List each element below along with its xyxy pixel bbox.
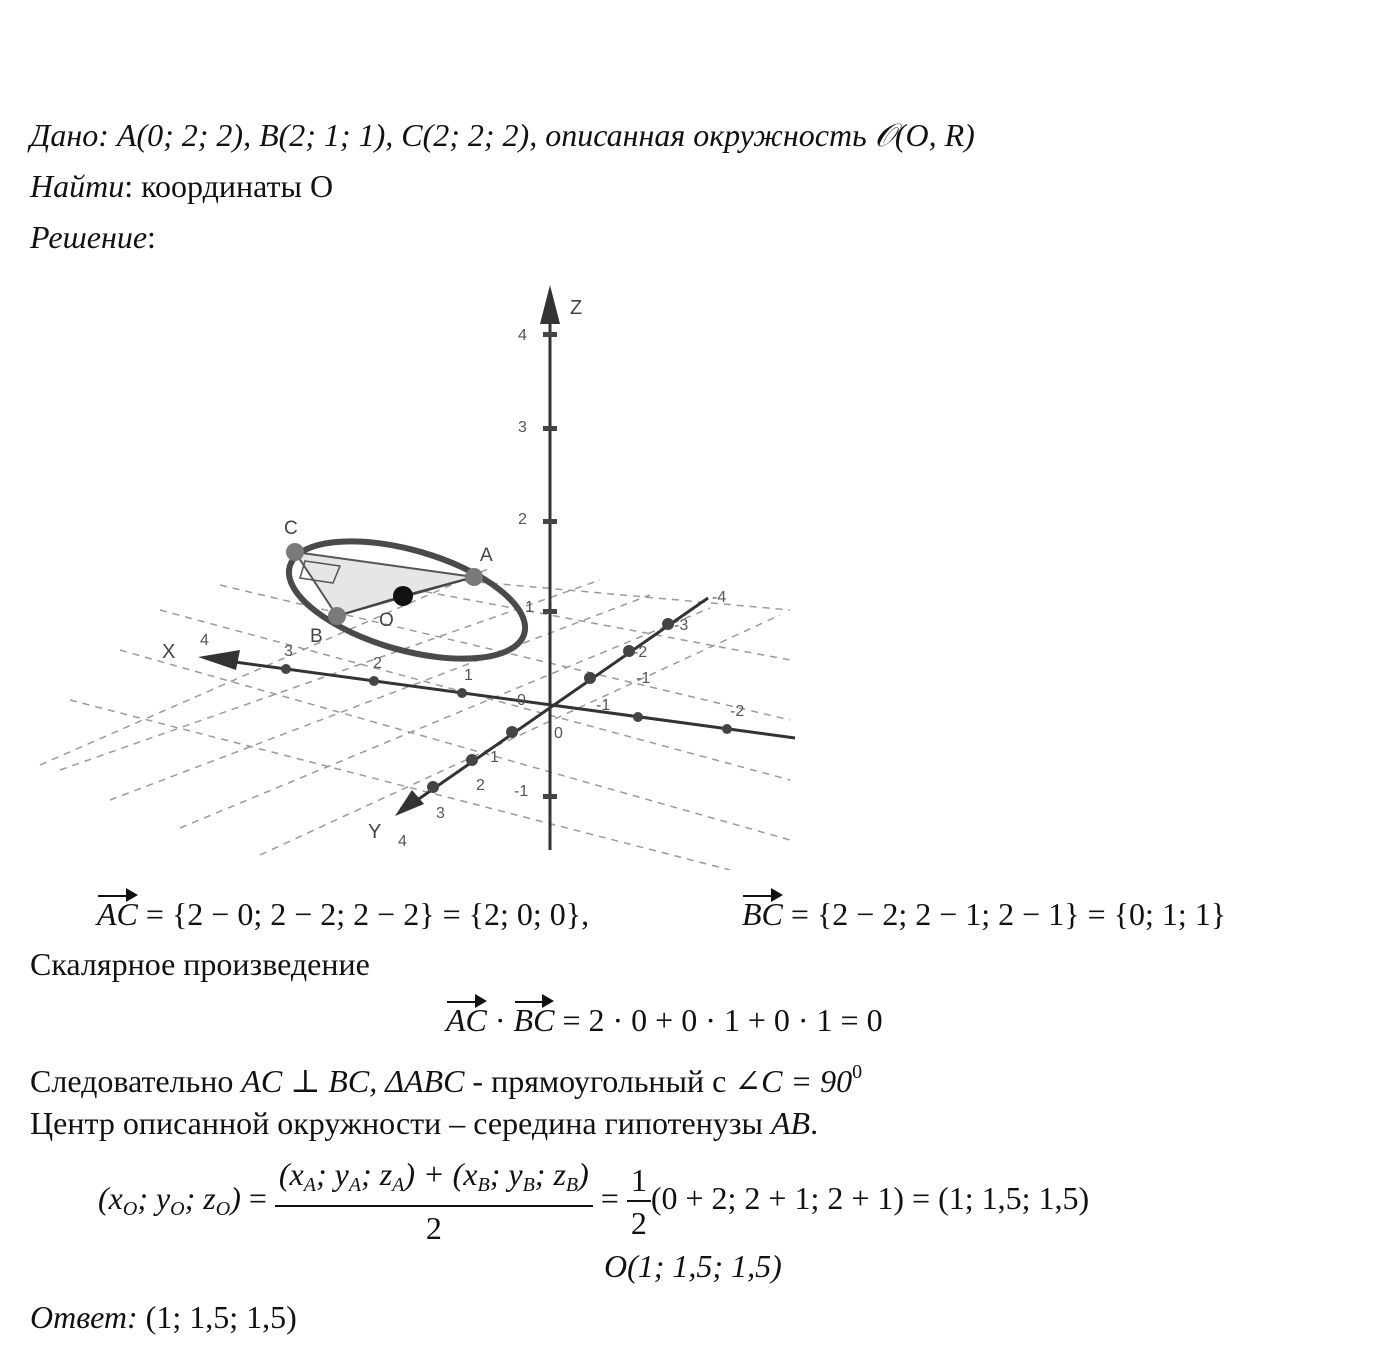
y-axis (400, 598, 708, 812)
answer-value: (1; 1,5; 1,5) (137, 1299, 297, 1335)
conclusion-prefix: Следовательно (30, 1063, 242, 1099)
conclusion-angle: ∠C = 90 (734, 1063, 853, 1099)
center-prefix: Центр описанной окружности – середина гипотенузы (30, 1105, 771, 1141)
point-a (465, 568, 483, 586)
center-suffix: . (810, 1105, 819, 1141)
answer-label: Ответ: (30, 1299, 138, 1335)
z-tick-label: 4 (518, 327, 527, 344)
x-tick-point (369, 676, 379, 686)
find-text: : координаты O (124, 168, 334, 204)
x-tick-label: 3 (284, 643, 293, 660)
grid-plane (40, 568, 790, 870)
z-tick-label: -1 (514, 783, 529, 800)
conclusion-line (30, 1052, 862, 1101)
vector-ac-expr: = {2 − 0; 2 − 2; 2 − 2} = {2; 0; 0}, (137, 896, 590, 932)
y-tick-label: 4 (398, 833, 407, 850)
scalar-dot: · (486, 1002, 514, 1038)
y-tick-label: 3 (436, 805, 445, 822)
y-tick-label: 2 (476, 777, 485, 794)
x-tick-point (457, 688, 467, 698)
origin-label: 0 (517, 692, 526, 709)
scalar-vector-ac: AC (446, 1002, 487, 1038)
x-tick-label: -1 (596, 697, 611, 714)
y-tick-label: -2 (633, 644, 648, 661)
y-tick-point (427, 781, 439, 793)
x-tick-point (722, 724, 732, 734)
z-axis-arrow (540, 285, 560, 324)
z-tick-label: 2 (518, 511, 527, 528)
fraction-denominator: 2 (425, 1210, 442, 1246)
conclusion-degree: 0 (852, 1061, 863, 1083)
fraction-numerator: ($x_A$; $y_A$; $z_A) + (x_B$; $y_B$; $z_B$) (275, 1154, 593, 1207)
scalar-expr: = 2 · 0 + 0 · 1 + 0 · 1 = 0 (554, 1002, 883, 1038)
grid-line (260, 615, 780, 855)
point-c (286, 543, 304, 561)
equals-2: = (600, 1179, 627, 1216)
answer-line (30, 1297, 297, 1337)
z-tick-label: 3 (518, 419, 527, 436)
y-tick-label: -1 (636, 670, 651, 687)
origin-label-2: 0 (554, 725, 563, 742)
label-c: C (284, 518, 298, 539)
z-axis-label: Z (570, 297, 583, 319)
y-tick-label: -3 (674, 617, 689, 634)
z-tick-label: 1 (525, 599, 534, 616)
center-line (30, 1103, 818, 1143)
equals-1: = (248, 1179, 275, 1216)
point-b (328, 607, 346, 625)
find-label: Найти (30, 168, 125, 204)
solution-colon: : (147, 219, 156, 255)
scalar-vector-bc: BC (513, 1002, 555, 1038)
y-tick-point (506, 726, 518, 738)
half-fraction (627, 1160, 651, 1244)
midpoint-fraction (275, 1154, 593, 1249)
y-tick-point (584, 672, 596, 684)
y-tick-point (466, 754, 478, 766)
y-axis-arrow (395, 790, 424, 816)
x-axis-arrow (198, 650, 240, 670)
label-b: B (310, 626, 323, 647)
x-axis (205, 658, 795, 738)
x-axis-label: X (162, 641, 176, 663)
x-tick-label: -2 (730, 703, 745, 720)
conclusion-middle: - прямоугольный с (464, 1063, 735, 1099)
midpoint-formula (98, 1154, 1090, 1246)
x-tick-point (281, 664, 291, 674)
axes (205, 300, 795, 850)
z-tick-mark (543, 332, 557, 337)
point-o (393, 586, 413, 606)
z-tick-mark (543, 519, 557, 524)
x-tick-label: 2 (373, 655, 382, 672)
midpoint-rhs: (0 + 2; 2 + 1; 2 + 1) = (1; 1,5; 1,5) (650, 1179, 1090, 1216)
solution-line (30, 217, 156, 257)
vectors-line-bc (742, 894, 1226, 934)
given-text: : A(0; 2; 2), B(2; 1; 1), C(2; 2; 2), описанная окружность 𝒪(O, R) (98, 117, 975, 153)
vector-ac: AC (97, 896, 138, 932)
scalar-formula (446, 1000, 883, 1040)
z-tick-mark (543, 609, 557, 614)
label-o: O (379, 610, 394, 631)
x-tick-label: 4 (200, 632, 209, 649)
solution-label: Решение (30, 219, 148, 255)
y-tick-label: 1 (490, 749, 499, 766)
lhs-coords: ($x_O$; $y_O$; $z_O$) (98, 1179, 241, 1220)
z-tick-mark (543, 426, 557, 431)
y-tick-point (662, 618, 674, 630)
given-label: Дано (30, 117, 99, 153)
z-tick-mark (543, 794, 557, 799)
vector-bc-expr: = {2 − 2; 2 − 1; 2 − 1} = {0; 1; 1} (782, 896, 1227, 932)
grid-line (180, 608, 710, 828)
x-tick-label: 1 (464, 667, 473, 684)
y-axis-label: Y (368, 821, 382, 843)
label-a: A (480, 545, 493, 566)
scalar-text: Скалярное произведение (30, 946, 370, 982)
x-tick-point (633, 712, 643, 722)
y-tick-label: -4 (712, 589, 727, 606)
coordinate-figure (30, 280, 810, 870)
half-denominator: 2 (630, 1204, 647, 1241)
center-math: AB (771, 1105, 811, 1141)
result-point: O(1; 1,5; 1,5) (604, 1248, 782, 1284)
vector-bc: BC (742, 896, 783, 932)
given-line (30, 115, 975, 155)
conclusion-math: AC ⊥ BC, ΔABC (241, 1063, 465, 1099)
half-numerator: 1 (627, 1160, 651, 1202)
vectors-line (97, 894, 589, 934)
find-line (30, 166, 333, 206)
